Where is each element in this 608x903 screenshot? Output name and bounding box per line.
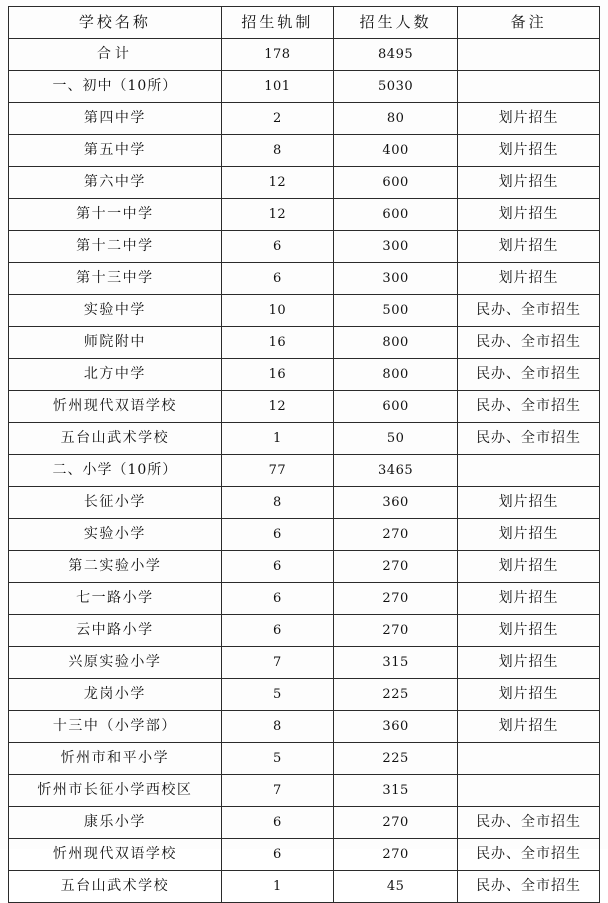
header-track-system: 招生轨制 <box>221 7 333 39</box>
cell-enrollment-count: 315 <box>334 775 458 807</box>
cell-enrollment-count: 45 <box>334 871 458 903</box>
cell-track-system: 8 <box>221 135 333 167</box>
table-row <box>9 167 600 199</box>
table-row <box>9 199 600 231</box>
cell-school-name: 五台山武术学校 <box>9 423 222 455</box>
table-row <box>9 135 600 167</box>
enrollment-table <box>8 6 600 903</box>
cell-remarks: 民办、全市招生 <box>458 295 600 327</box>
cell-enrollment-count: 8495 <box>334 39 458 71</box>
cell-remarks: 划片招生 <box>458 167 600 199</box>
cell-enrollment-count: 270 <box>334 839 458 871</box>
table-row <box>9 71 600 103</box>
cell-school-name: 第十二中学 <box>9 231 222 263</box>
cell-enrollment-count: 300 <box>334 263 458 295</box>
cell-enrollment-count: 270 <box>334 583 458 615</box>
cell-track-system: 16 <box>221 359 333 391</box>
table-header <box>9 7 600 39</box>
cell-remarks: 民办、全市招生 <box>458 359 600 391</box>
cell-remarks <box>458 39 600 71</box>
cell-remarks: 划片招生 <box>458 103 600 135</box>
cell-remarks: 民办、全市招生 <box>458 423 600 455</box>
cell-school-name: 忻州现代双语学校 <box>9 839 222 871</box>
cell-track-system: 6 <box>221 263 333 295</box>
cell-school-name: 十三中（小学部） <box>9 711 222 743</box>
cell-enrollment-count: 360 <box>334 487 458 519</box>
cell-remarks: 划片招生 <box>458 487 600 519</box>
cell-school-name: 康乐小学 <box>9 807 222 839</box>
table-row <box>9 263 600 295</box>
cell-track-system: 8 <box>221 487 333 519</box>
header-school-name: 学校名称 <box>9 7 222 39</box>
cell-remarks <box>458 455 600 487</box>
cell-school-name: 忻州市和平小学 <box>9 743 222 775</box>
cell-track-system: 101 <box>221 71 333 103</box>
cell-school-name: 实验小学 <box>9 519 222 551</box>
cell-track-system: 8 <box>221 711 333 743</box>
cell-enrollment-count: 800 <box>334 359 458 391</box>
cell-track-system: 6 <box>221 231 333 263</box>
cell-enrollment-count: 500 <box>334 295 458 327</box>
header-remarks: 备注 <box>458 7 600 39</box>
cell-enrollment-count: 300 <box>334 231 458 263</box>
cell-school-name: 第十一中学 <box>9 199 222 231</box>
cell-school-name: 兴原实验小学 <box>9 647 222 679</box>
cell-school-name: 合计 <box>9 39 222 71</box>
cell-remarks: 民办、全市招生 <box>458 807 600 839</box>
cell-enrollment-count: 315 <box>334 647 458 679</box>
table-row <box>9 711 600 743</box>
cell-track-system: 10 <box>221 295 333 327</box>
cell-enrollment-count: 50 <box>334 423 458 455</box>
table-row <box>9 583 600 615</box>
cell-school-name: 五台山武术学校 <box>9 871 222 903</box>
cell-track-system: 2 <box>221 103 333 135</box>
cell-enrollment-count: 600 <box>334 199 458 231</box>
cell-track-system: 6 <box>221 583 333 615</box>
table-row <box>9 679 600 711</box>
cell-school-name: 云中路小学 <box>9 615 222 647</box>
cell-track-system: 1 <box>221 423 333 455</box>
cell-track-system: 6 <box>221 807 333 839</box>
table-row <box>9 359 600 391</box>
table-row <box>9 39 600 71</box>
cell-enrollment-count: 225 <box>334 679 458 711</box>
cell-enrollment-count: 600 <box>334 167 458 199</box>
cell-school-name: 第五中学 <box>9 135 222 167</box>
cell-remarks: 划片招生 <box>458 711 600 743</box>
table-row <box>9 231 600 263</box>
cell-track-system: 178 <box>221 39 333 71</box>
cell-remarks: 划片招生 <box>458 583 600 615</box>
cell-enrollment-count: 5030 <box>334 71 458 103</box>
cell-track-system: 1 <box>221 871 333 903</box>
cell-remarks <box>458 743 600 775</box>
cell-school-name: 忻州市长征小学西校区 <box>9 775 222 807</box>
cell-remarks: 民办、全市招生 <box>458 391 600 423</box>
cell-track-system: 6 <box>221 551 333 583</box>
cell-enrollment-count: 400 <box>334 135 458 167</box>
table-row <box>9 519 600 551</box>
cell-track-system: 12 <box>221 391 333 423</box>
cell-school-name: 七一路小学 <box>9 583 222 615</box>
cell-remarks <box>458 71 600 103</box>
table-row <box>9 743 600 775</box>
cell-enrollment-count: 225 <box>334 743 458 775</box>
cell-school-name: 北方中学 <box>9 359 222 391</box>
cell-school-name: 忻州现代双语学校 <box>9 391 222 423</box>
table-row <box>9 487 600 519</box>
cell-enrollment-count: 270 <box>334 551 458 583</box>
table-row <box>9 391 600 423</box>
cell-remarks <box>458 775 600 807</box>
cell-track-system: 6 <box>221 615 333 647</box>
table-row <box>9 103 600 135</box>
header-enrollment-count: 招生人数 <box>334 7 458 39</box>
table-row <box>9 423 600 455</box>
cell-track-system: 12 <box>221 199 333 231</box>
cell-enrollment-count: 3465 <box>334 455 458 487</box>
cell-school-name: 长征小学 <box>9 487 222 519</box>
cell-enrollment-count: 270 <box>334 615 458 647</box>
table-row <box>9 839 600 871</box>
cell-track-system: 6 <box>221 519 333 551</box>
cell-school-name: 龙岗小学 <box>9 679 222 711</box>
cell-track-system: 7 <box>221 647 333 679</box>
cell-remarks: 划片招生 <box>458 519 600 551</box>
cell-school-name: 第二实验小学 <box>9 551 222 583</box>
table-body <box>9 39 600 903</box>
cell-school-name: 二、小学（10所） <box>9 455 222 487</box>
cell-enrollment-count: 270 <box>334 807 458 839</box>
cell-track-system: 12 <box>221 167 333 199</box>
cell-enrollment-count: 360 <box>334 711 458 743</box>
cell-track-system: 77 <box>221 455 333 487</box>
cell-school-name: 实验中学 <box>9 295 222 327</box>
cell-enrollment-count: 270 <box>334 519 458 551</box>
cell-remarks: 划片招生 <box>458 231 600 263</box>
cell-track-system: 7 <box>221 775 333 807</box>
table-row <box>9 647 600 679</box>
table-row <box>9 455 600 487</box>
cell-track-system: 16 <box>221 327 333 359</box>
table-row <box>9 551 600 583</box>
cell-enrollment-count: 600 <box>334 391 458 423</box>
cell-remarks: 划片招生 <box>458 679 600 711</box>
cell-track-system: 5 <box>221 743 333 775</box>
table-row <box>9 807 600 839</box>
cell-remarks: 划片招生 <box>458 263 600 295</box>
cell-remarks: 民办、全市招生 <box>458 839 600 871</box>
table-row <box>9 295 600 327</box>
table-row <box>9 775 600 807</box>
cell-school-name: 师院附中 <box>9 327 222 359</box>
cell-remarks: 划片招生 <box>458 135 600 167</box>
cell-remarks: 划片招生 <box>458 615 600 647</box>
table-row <box>9 615 600 647</box>
cell-school-name: 第四中学 <box>9 103 222 135</box>
header-row <box>9 7 600 39</box>
cell-remarks: 划片招生 <box>458 551 600 583</box>
cell-remarks: 划片招生 <box>458 647 600 679</box>
cell-track-system: 6 <box>221 839 333 871</box>
cell-track-system: 5 <box>221 679 333 711</box>
cell-remarks: 民办、全市招生 <box>458 871 600 903</box>
cell-remarks: 划片招生 <box>458 199 600 231</box>
table-row <box>9 871 600 903</box>
cell-remarks: 民办、全市招生 <box>458 327 600 359</box>
table-row <box>9 327 600 359</box>
cell-enrollment-count: 800 <box>334 327 458 359</box>
cell-school-name: 第十三中学 <box>9 263 222 295</box>
cell-enrollment-count: 80 <box>334 103 458 135</box>
cell-school-name: 第六中学 <box>9 167 222 199</box>
cell-school-name: 一、初中（10所） <box>9 71 222 103</box>
